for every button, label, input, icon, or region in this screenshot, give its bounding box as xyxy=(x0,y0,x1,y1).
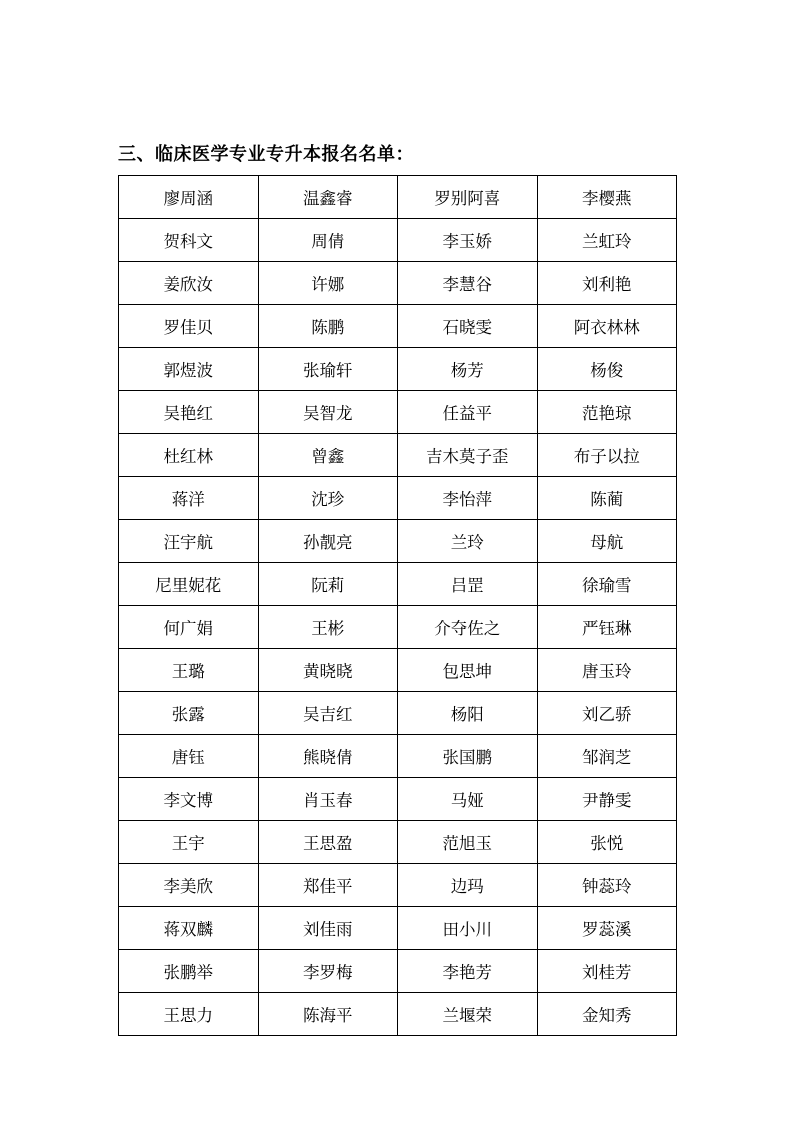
table-cell-name: 王璐 xyxy=(119,649,259,692)
page-title: 三、临床医学专业专升本报名名单： xyxy=(118,144,414,164)
table-cell-name: 蒋双麟 xyxy=(119,907,259,950)
table-cell-name: 刘利艳 xyxy=(537,262,677,305)
table-cell-name: 孙靓亮 xyxy=(258,520,398,563)
table-cell-name: 吴吉红 xyxy=(258,692,398,735)
table-cell-name: 马娅 xyxy=(398,778,538,821)
table-cell-name: 李玉娇 xyxy=(398,219,538,262)
table-row xyxy=(119,176,677,219)
table-cell-name: 吕罡 xyxy=(398,563,538,606)
table-cell-name: 兰玲 xyxy=(398,520,538,563)
table-cell-name: 介夺佐之 xyxy=(398,606,538,649)
table-cell-name: 郑佳平 xyxy=(258,864,398,907)
table-cell-name: 唐钰 xyxy=(119,735,259,778)
table-cell-name: 李文博 xyxy=(119,778,259,821)
table-cell-name: 徐瑜雪 xyxy=(537,563,677,606)
table-cell-name: 吉木莫子歪 xyxy=(398,434,538,477)
table-cell-name: 包思坤 xyxy=(398,649,538,692)
table-cell-name: 王思盈 xyxy=(258,821,398,864)
table-cell-name: 罗别阿喜 xyxy=(398,176,538,219)
table-cell-name: 任益平 xyxy=(398,391,538,434)
table-cell-name: 王宇 xyxy=(119,821,259,864)
table-cell-name: 张露 xyxy=(119,692,259,735)
table-cell-name: 熊晓倩 xyxy=(258,735,398,778)
table-cell-name: 刘桂芳 xyxy=(537,950,677,993)
table-row xyxy=(119,821,677,864)
table-cell-name: 张瑜轩 xyxy=(258,348,398,391)
table-cell-name: 刘乙骄 xyxy=(537,692,677,735)
table-row xyxy=(119,219,677,262)
table-cell-name: 杨芳 xyxy=(398,348,538,391)
table-cell-name: 李艳芳 xyxy=(398,950,538,993)
table-cell-name: 李樱燕 xyxy=(537,176,677,219)
table-cell-name: 兰堰荣 xyxy=(398,993,538,1036)
table-cell-name: 石晓雯 xyxy=(398,305,538,348)
table-cell-name: 吴智龙 xyxy=(258,391,398,434)
table-cell-name: 曾鑫 xyxy=(258,434,398,477)
table-cell-name: 布子以拉 xyxy=(537,434,677,477)
table-row xyxy=(119,692,677,735)
table-cell-name: 母航 xyxy=(537,520,677,563)
table-row xyxy=(119,262,677,305)
table-cell-name: 严钰琳 xyxy=(537,606,677,649)
table-cell-name: 黄晓晓 xyxy=(258,649,398,692)
table-cell-name: 范艳琼 xyxy=(537,391,677,434)
table-cell-name: 吴艳红 xyxy=(119,391,259,434)
table-row xyxy=(119,735,677,778)
table-cell-name: 陈蔺 xyxy=(537,477,677,520)
table-cell-name: 阮莉 xyxy=(258,563,398,606)
table-cell-name: 王思力 xyxy=(119,993,259,1036)
table-cell-name: 杨俊 xyxy=(537,348,677,391)
table-row xyxy=(119,649,677,692)
table-cell-name: 罗佳贝 xyxy=(119,305,259,348)
table-cell-name: 兰虹玲 xyxy=(537,219,677,262)
table-row xyxy=(119,520,677,563)
table-row xyxy=(119,778,677,821)
table-cell-name: 张鹏举 xyxy=(119,950,259,993)
table-row xyxy=(119,434,677,477)
table-row xyxy=(119,606,677,649)
table-cell-name: 肖玉春 xyxy=(258,778,398,821)
table-cell-name: 汪宇航 xyxy=(119,520,259,563)
table-cell-name: 郭煜波 xyxy=(119,348,259,391)
table-cell-name: 李慧谷 xyxy=(398,262,538,305)
table-row xyxy=(119,563,677,606)
table-cell-name: 贺科文 xyxy=(119,219,259,262)
table-cell-name: 沈珍 xyxy=(258,477,398,520)
applicant-name-table xyxy=(118,175,677,1036)
table-cell-name: 钟蕊玲 xyxy=(537,864,677,907)
table-cell-name: 张悦 xyxy=(537,821,677,864)
table-row xyxy=(119,305,677,348)
table-row xyxy=(119,993,677,1036)
table-body xyxy=(119,176,677,1036)
table-cell-name: 罗蕊溪 xyxy=(537,907,677,950)
table-cell-name: 张国鹏 xyxy=(398,735,538,778)
table-row xyxy=(119,907,677,950)
table-cell-name: 邹润芝 xyxy=(537,735,677,778)
table-row xyxy=(119,348,677,391)
table-cell-name: 陈海平 xyxy=(258,993,398,1036)
table-row xyxy=(119,391,677,434)
table-cell-name: 蒋洋 xyxy=(119,477,259,520)
table-cell-name: 温鑫睿 xyxy=(258,176,398,219)
table-row xyxy=(119,864,677,907)
table-cell-name: 许娜 xyxy=(258,262,398,305)
table-cell-name: 金知秀 xyxy=(537,993,677,1036)
table-cell-name: 杨阳 xyxy=(398,692,538,735)
table-cell-name: 李美欣 xyxy=(119,864,259,907)
table-cell-name: 周倩 xyxy=(258,219,398,262)
table-cell-name: 陈鹏 xyxy=(258,305,398,348)
table-cell-name: 边玛 xyxy=(398,864,538,907)
table-cell-name: 廖周涵 xyxy=(119,176,259,219)
table-cell-name: 范旭玉 xyxy=(398,821,538,864)
table-cell-name: 姜欣汝 xyxy=(119,262,259,305)
table-cell-name: 刘佳雨 xyxy=(258,907,398,950)
table-cell-name: 阿衣林林 xyxy=(537,305,677,348)
table-cell-name: 尼里妮花 xyxy=(119,563,259,606)
table-cell-name: 李怡萍 xyxy=(398,477,538,520)
table-cell-name: 杜红林 xyxy=(119,434,259,477)
table-cell-name: 李罗梅 xyxy=(258,950,398,993)
table-row xyxy=(119,477,677,520)
table-cell-name: 尹静雯 xyxy=(537,778,677,821)
table-cell-name: 唐玉玲 xyxy=(537,649,677,692)
table-cell-name: 何广娟 xyxy=(119,606,259,649)
table-row xyxy=(119,950,677,993)
table-cell-name: 田小川 xyxy=(398,907,538,950)
table-cell-name: 王彬 xyxy=(258,606,398,649)
